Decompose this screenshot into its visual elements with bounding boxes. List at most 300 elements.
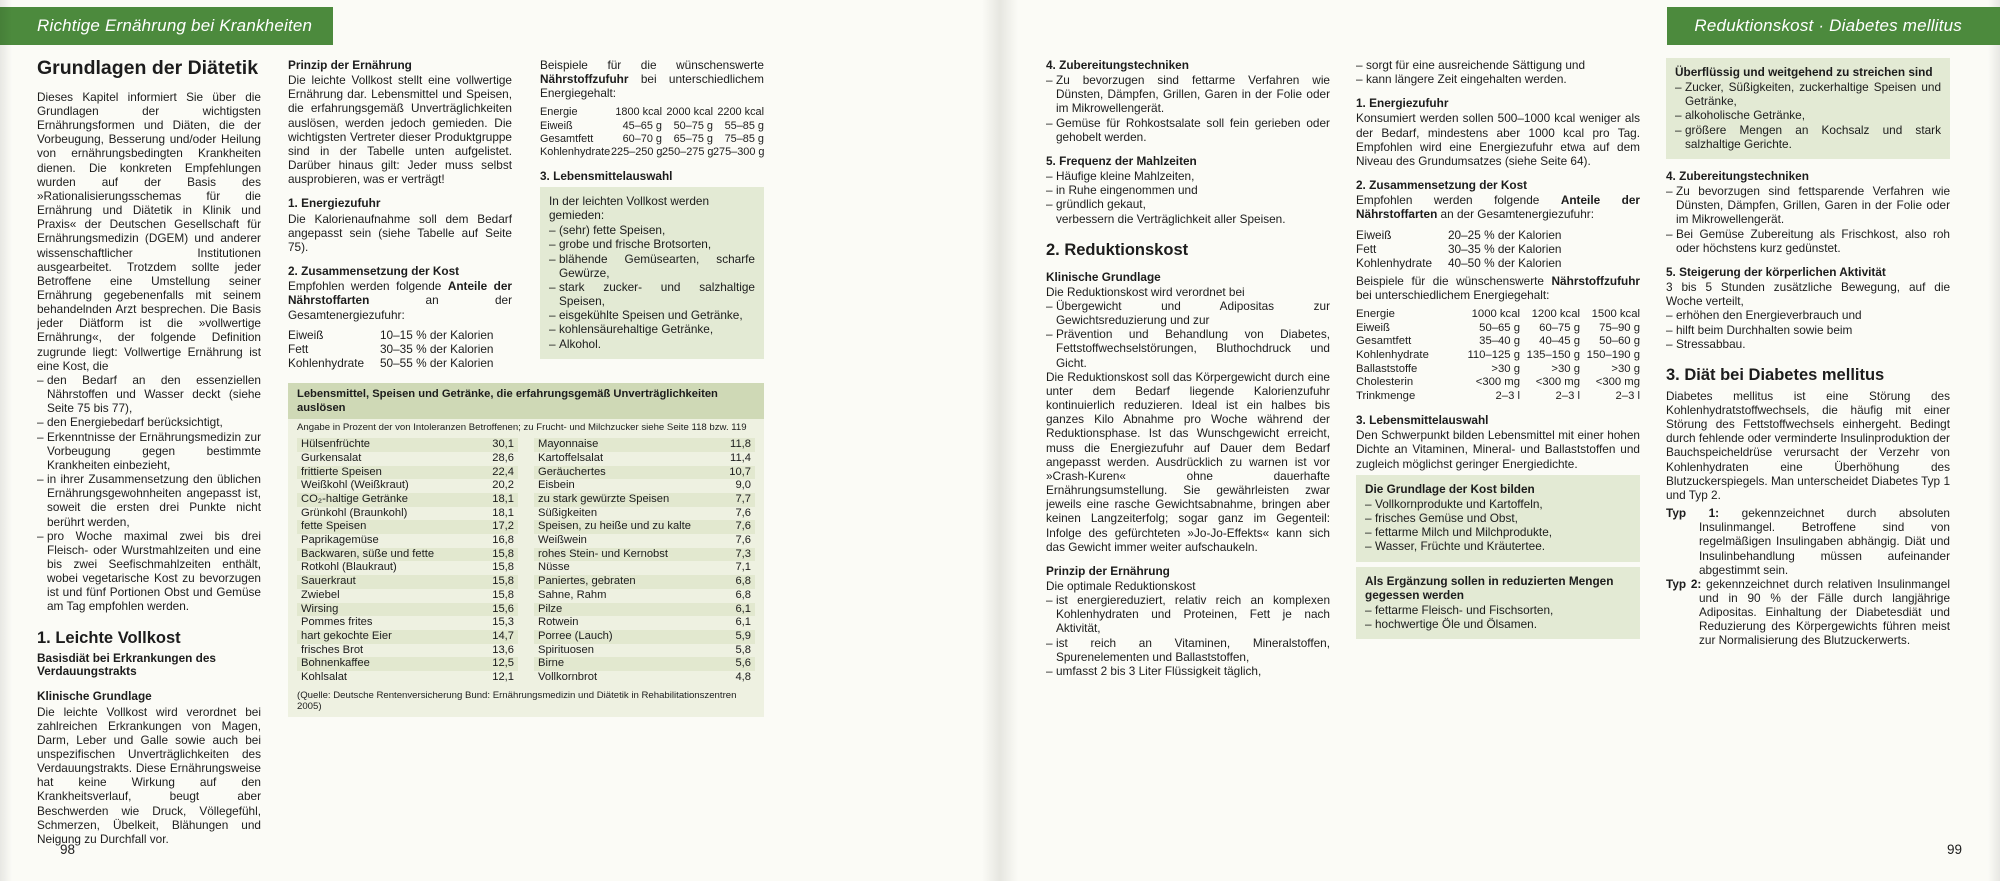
dash-marker: – [1046,593,1053,608]
list-item-text: sorgt für eine ausreichende Sättigung und [1366,58,1586,72]
right-column-2 [1356,58,1640,678]
table-cell: Gesamtfett [540,132,594,145]
table-row [534,589,755,603]
table-cell: 6,1 [735,616,751,629]
list-item-text: gründlich gekaut, [1056,197,1146,212]
table-row [288,342,512,356]
klinisch-lead: Die Reduktionskost wird verordnet bei [1046,284,1245,299]
table-cell: Kohlenhydrate [540,145,611,158]
table-cell: 5,6 [735,657,751,670]
table-row [534,575,755,589]
table-cell: Wirsing [301,602,339,615]
table-cell: 2–3 l [1555,389,1580,402]
table-cell: 40–45 g [1539,335,1580,348]
section-title-reduktionskost: 2. Reduktionskost [1046,240,1189,259]
table-cell: 11,8 [730,438,751,451]
box-title: Die Grundlage der Kost bilden [1365,481,1535,496]
table-cell: 30,1 [492,438,514,451]
table-cell: Speisen, zu heiße und zu kalte [538,520,691,533]
table-cell: 75–90 g [1599,321,1640,334]
table-cell: Eiweiß [1356,227,1392,242]
table-cell: Rotkohl (Blaukraut) [301,561,397,574]
list-item [549,308,755,322]
table-cell: 12,5 [492,657,514,670]
list-item-text: ist energiereduziert, relativ reich an komplexen Kohlenhydraten und Proteinen, Fett je nach Aktivität, [1056,593,1330,636]
left-page-right-area [288,58,764,846]
prinzip-list-continued [1356,58,1640,86]
paragraph: Konsumiert werden sollen 500–1000 kcal weniger als der Bedarf, mindestens aber 1000 kcal pro Tag. Empfohlen wird eine Energiezufuhr etwa auf dem Niveau des Grundumsatzes (siehe Seite 64). [1356,111,1640,168]
left-page-edge [0,0,12,881]
box-title: Überflüssig und weitgehend zu streichen sind [1675,65,1933,79]
table-row [534,644,755,658]
table-cell: 1800 kcal [615,106,662,119]
table-row [540,146,764,159]
table-row [534,507,755,521]
paragraph [540,58,764,100]
table-row [288,328,512,342]
intolerance-table [288,383,764,717]
list-item-text: Zucker, Süßigkeiten, zuckerhaltige Speisen und Getränke, [1685,80,1941,109]
table-cell: Trinkmenge [1356,389,1416,402]
table-cell: 7,6 [735,534,751,547]
table-cell: <300 mg [1595,376,1640,389]
table-cell: 6,8 [735,575,751,588]
left-column-1 [37,58,261,846]
list-item-text: fettarme Milch und Milchprodukte, [1375,525,1553,540]
list-item-text: kann längere Zeit eingehalten werden. [1366,72,1567,87]
dash-marker: – [1046,169,1053,184]
table-cell: fette Speisen [301,520,367,533]
table-cell: 40–50 % der Kalorien [1448,255,1562,270]
table-cell: Gesamtfett [1356,335,1412,348]
typ1-label: Typ 1: [1666,506,1720,521]
table-cell: Rotwein [538,616,579,629]
subhead-lebensmittelauswahl: 3. Lebensmittelauswahl [540,168,673,183]
table-row [297,589,518,603]
list-item [37,373,261,415]
dash-marker: – [1365,525,1372,540]
paragraph: Die Kalorienaufnahme soll dem Bedarf angepasst sein (siehe Tabelle auf Seite 75). [288,211,512,254]
list-item [1365,603,1631,617]
right-header-title: Reduktionskost · Diabetes mellitus [1694,16,1962,35]
list-item-text: Vollkornprodukte und Kartoffeln, [1375,496,1543,511]
table-cell: Mayonnaise [538,438,599,451]
dash-marker: – [1365,511,1372,526]
page-spine [982,0,1018,881]
table-cell: 7,7 [735,492,751,505]
dash-marker: – [1365,617,1372,632]
dash-marker: – [1365,539,1372,554]
list-item [37,529,261,614]
list-item-text: in Ruhe eingenommen und [1056,183,1198,198]
list-item [37,415,261,429]
table-cell: Paprikagemüse [301,534,379,547]
dash-marker: – [37,472,44,487]
list-item-text: ist reich an Vitaminen, Mineralstoffen, Spurenelementen und Ballaststoffen, [1056,635,1330,664]
right-page-edge [1988,0,2000,881]
list-item-text: Zu bevorzugen sind fettsparende Verfahren wie Dünsten, Dämpfen, Grillen, Garen in der Folie oder im Mikrowellengerät. [1676,184,1950,227]
table-row [297,507,518,521]
table-right-column [534,438,755,685]
aktivitaet-lead: 3 bis 5 Stunden zusätzliche Bewegung, auf die Woche verteilt, [1666,280,1950,309]
table-cell: 60–75 g [1539,321,1580,334]
table-cell: 7,3 [735,547,751,560]
table-cell: >30 g [1551,362,1580,375]
dash-marker: – [549,336,556,351]
list-item [549,223,755,237]
subhead-energiezufuhr: 1. Energiezufuhr [288,196,381,211]
table-cell: Sahne, Rahm [538,588,607,601]
table-cell: 55–85 g [724,119,764,132]
table-cell: 14,7 [492,629,514,642]
dash-marker: – [1046,197,1053,212]
table-cell: 1000 kcal [1471,308,1520,321]
table-cell: Backwaren, süße und fette [301,547,435,560]
list-item [1666,184,1950,226]
table-cell: Birne [538,657,565,670]
list-item [1356,58,1640,72]
left-header-bar [0,7,333,45]
text-run-bold: Nährstoffzufuhr [1551,274,1640,289]
list-item-text: umfasst 2 bis 3 Liter Flüssigkeit täglich, [1056,663,1262,678]
table-cell: Ballaststoffe [1356,362,1418,375]
table-row [1356,308,1640,322]
list-item [1046,636,1330,664]
text-run: an der Gesamtenergiezufuhr: [1437,207,1595,222]
list-item-text: Häufige kleine Mahlzeiten, [1056,169,1195,184]
list-item [1666,308,1950,322]
grundlage-box [1356,475,1640,562]
gemieden-box [540,187,764,359]
paragraph: Die leichte Vollkost wird verordnet bei zahlreichen Erkrankungen von Magen, Darm, Leber und Galle sowie auch bei unspezifischen Unverträglichkeiten des Verdauungstrakts. Diese Ernährungsweise hat keine Wirkung auf den Krankheitsverlauf, beugt aber Beschwerden wie Druck, Völlegefühl, Schmerzen, Übelkeit, Blähungen und Neigung zu Durchfall vor. [37,704,261,846]
table-row [297,479,518,493]
table-cell: Kohlenhydrate [1356,255,1433,270]
table-cell: Grünkohl (Braunkohl) [301,506,408,519]
table-cell: 10–15 % der Kalorien [380,327,494,342]
table-cell: <300 mg [1475,376,1520,389]
right-header-bar [1667,7,2000,45]
list-item-text: den Bedarf an den essenziellen Nährstoffen und Wasser deckt (siehe Seite 75 bis 77), [47,372,261,416]
list-item [37,472,261,529]
list-item-text: frisches Gemüse und Obst, [1375,511,1518,526]
section-title-diabetes: 3. Diät bei Diabetes mellitus [1666,365,1885,384]
list-item-text: in ihrer Zusammensetzung den üblichen Ernährungsgewohnheiten angepasst ist, soweit die ersten drei Punkte nicht berührt werden, [47,472,261,529]
table-cell: 7,6 [735,506,751,519]
dash-marker: – [1365,602,1372,617]
table-cell: 150–190 g [1586,348,1640,361]
table-cell: Gurkensalat [301,451,362,464]
list-item-text: pro Woche maximal zwei bis drei Fleisch- oder Wurstmahlzeiten und eine bis zwei Seefischmahlzeiten enthält, wobei vegetarische Kost zu bevorzugen ist und fünf Portionen Obst und Gemüse am Tag empfohlen werden. [47,528,261,614]
list-item-text: Bei Gemüse Zubereitung als Frischkost, also roh oder höchstens kurz gedünstet. [1676,226,1950,255]
left-page-content [37,58,764,846]
ueberfluessig-box [1666,58,1950,159]
paragraph: Diabetes mellitus ist eine Störung des Kohlenhydratstoffwechsels, die häufig mit einer Störung des Fettstoffwechsels einhergeht. Bedingt durch fehlende oder verminderte Insulinproduktion der Bauchspeicheldrüse verursacht der Verzehr von Kohlenhydraten eine Überhöhung des Blutzuckerspiegels. Man unterscheidet Diabetes Typ 1 und Typ 2. [1666,388,1950,502]
paragraph [288,279,512,321]
dash-marker: – [1356,72,1363,87]
table-row [534,438,755,452]
table-row [297,671,518,685]
table-row [297,575,518,589]
right-column-1 [1046,58,1330,678]
subhead-aktivitaet: 5. Steigerung der körperlichen Aktivität [1666,264,1886,279]
dash-marker: – [1675,108,1682,123]
list-item [1046,116,1330,144]
table-row [297,548,518,562]
table-row [297,616,518,630]
table-cell: Energie [1356,308,1395,321]
table-row [1356,376,1640,390]
table-subtitle: Angabe in Prozent der von Intoleranzen Betroffenen; zu Frucht- und Milchzucker siehe Seite 118 bzw. 119 [297,422,747,434]
typ2-label: Typ 2: [1666,576,1702,591]
text-run: Beispiele für die wünschenswerte [1356,274,1552,289]
list-item-text: alkoholische Getränke, [1685,108,1806,123]
text-run-bold: Nährstoffzufuhr [540,72,629,87]
text-run: an der Gesamtenergiezufuhr: [288,293,512,322]
table-cell: 28,6 [492,451,514,464]
table-row [540,106,764,119]
dash-marker: – [549,279,556,294]
paragraph [1356,193,1640,221]
table-cell: 18,1 [492,492,514,505]
chapter-title: Grundlagen der Diätetik [37,58,259,79]
table-body [288,437,764,687]
list-item-text: (sehr) fette Speisen, [559,223,666,238]
table-cell: CO₂-haltige Getränke [301,492,408,505]
table-cell: Kohlenhydrate [288,355,365,370]
table-cell: 22,4 [492,465,514,478]
list-item-text: fettarme Fleisch- und Fischsorten, [1375,602,1554,617]
table-cell: Paniertes, gebraten [538,575,636,588]
subhead-energiezufuhr: 1. Energiezufuhr [1356,96,1449,111]
table-cell: 4,8 [735,671,751,684]
table-row [1356,322,1640,336]
table-cell: 1500 kcal [1591,308,1640,321]
typ2-paragraph [1666,577,1950,648]
paragraph [1356,274,1640,302]
dash-marker: – [549,251,556,266]
table-cell: 18,1 [492,506,514,519]
table-cell: 20–25 % der Kalorien [1448,227,1562,242]
table-cell: Weißwein [538,534,587,547]
text-run: Beispiele für die wünschenswerte [540,58,764,72]
dash-marker: – [1666,322,1673,337]
list-item [549,337,755,351]
naehrstoffzufuhr-table [1356,308,1640,403]
text-run: bei unterschiedlichem Energiegehalt: [1356,288,1550,303]
prinzip-lead: Die optimale Reduktionskost [1046,578,1196,593]
table-row [1356,242,1640,256]
table-cell: 65–75 g [673,132,713,145]
table-cell: Kartoffelsalat [538,451,604,464]
table-cell: 15,8 [492,561,514,574]
aktivitaet-list [1666,308,1950,350]
table-cell: Bohnenkaffee [301,657,370,670]
ergaenzung-box [1356,567,1640,640]
text-run: Empfohlen werden folgende [1356,193,1561,208]
box-lead: In der leichten Vollkost werden gemieden: [549,193,710,223]
table-row [297,657,518,671]
zubereitung-list [1046,73,1330,144]
table-row [297,493,518,507]
left-header-title: Richtige Ernährung bei Krankheiten [37,16,313,35]
dash-marker: – [1046,115,1053,130]
list-item-text: grobe und frische Brotsorten, [559,237,712,252]
table-cell: zu stark gewürzte Speisen [538,492,670,505]
dash-marker: – [549,322,556,337]
page-number-left: 98 [60,842,76,857]
list-item [1356,72,1640,86]
table-cell: 30–35 % der Kalorien [1448,241,1562,256]
text-run: Empfohlen werden folgende [288,279,448,294]
dash-marker: – [1675,122,1682,137]
list-item [549,252,755,280]
dash-marker: – [1666,226,1673,241]
typ2-text: gekennzeichnet durch relativen Insulinmangel und in 90 % der Fälle durch langjährige Adipositas. Einhaltung der Diabetesdiät und Reduzierung des Körpergewichts führen meist zur Normalisierung des Blutzuckerwerts. [1699,576,1950,648]
table-cell: 60–70 g [622,132,662,145]
table-cell: Eiweiß [540,119,573,132]
table-cell: Kohlenhydrate [1356,348,1429,361]
subhead-klinische-grundlage: Klinische Grundlage [37,689,152,704]
subhead-lebensmittelauswahl: 3. Lebensmittelauswahl [1356,413,1489,428]
table-cell: 5,9 [735,629,751,642]
typ1-text: gekennzeichnet durch absoluten Insulinmangel. Betroffene sind von regelmäßigen Insulingaben abhängig. Diät und Insulinbehandlung müssen aufeinander abgestimmt sein. [1699,506,1950,577]
subhead-zusammensetzung: 2. Zusammensetzung der Kost [1356,178,1528,193]
table-cell: 13,6 [492,643,514,656]
table-cell: 20,2 [492,479,514,492]
table-row [297,452,518,466]
dash-marker: – [1046,635,1053,650]
subhead-zubereitung: 4. Zubereitungstechniken [1666,168,1809,183]
table-cell: Spirituosen [538,643,594,656]
table-title: Lebensmittel, Speisen und Getränke, die erfahrungsgemäß Unverträglichkeiten auslösen [288,383,764,419]
zubereitung-list [1666,184,1950,255]
intro-bullet-list [37,373,261,614]
ueberfluessig-list [1675,80,1941,151]
table-cell: 10,7 [729,465,751,478]
table-row [1356,256,1640,270]
list-item-text: Wasser, Früchte und Kräutertee. [1375,539,1546,554]
table-cell: 2–3 l [1615,389,1640,402]
anteile-table [288,328,512,370]
section-title-vollkost: 1. Leichte Vollkost [37,628,181,647]
table-cell: Vollkornbrot [538,671,598,684]
table-cell: 110–125 g [1467,348,1520,361]
dash-marker: – [37,429,44,444]
list-item-text: Prävention und Behandlung von Diabetes, Fettstoffwechselstörungen, Bluthochdruck und Gicht. [1056,327,1330,370]
table-cell: 1200 kcal [1531,308,1580,321]
table-row [1356,349,1640,363]
table-cell: 15,8 [492,547,514,560]
paragraph: Den Schwerpunkt bilden Lebensmittel mit einer hohen Dichte an Vitaminen, Mineral- und Ballaststoffen und zugleich möglichst geringer Energiedichte. [1356,428,1640,471]
list-item-text: den Energiebedarf berücksichtigt, [47,415,223,430]
subhead-frequenz: 5. Frequenz der Mahlzeiten [1046,153,1197,168]
table-cell: Sauerkraut [301,575,356,588]
table-cell: frisches Brot [301,643,364,656]
list-item-text: Erkenntnisse der Ernährungsmedizin zur Vorbeugung gegen bestimmte Krankheiten einbezieht, [47,429,261,472]
naehrstoffzufuhr-table [540,106,764,158]
table-cell: <300 mg [1535,376,1580,389]
subhead-zusammensetzung: 2. Zusammensetzung der Kost [288,264,460,279]
table-cell: 9,0 [735,479,751,492]
dash-marker: – [1666,336,1673,351]
table-cell: Nüsse [538,561,570,574]
anteile-table [1356,228,1640,270]
list-item [549,280,755,308]
table-cell: 15,3 [492,616,514,629]
table-cell: 7,1 [735,561,751,574]
list-item-text: Alkohol. [559,336,601,351]
list-item-text: größere Mengen an Kochsalz und stark salzhaltige Gerichte. [1685,122,1941,151]
table-row [534,603,755,617]
table-cell: 50–75 g [673,119,713,132]
list-item-text: Stressabbau. [1676,336,1746,351]
list-item [549,322,755,336]
list-item-text: eisgekühlte Speisen und Getränke, [559,308,743,323]
subhead-zubereitung: 4. Zubereitungstechniken [1046,58,1189,72]
dash-marker: – [37,415,44,430]
table-row [534,561,755,575]
dash-marker: – [549,237,556,252]
dash-marker: – [1046,327,1053,342]
table-row [288,356,512,370]
list-item [1666,337,1950,351]
box-title: Als Ergänzung sollen in reduzierten Mengen gegessen werden [1365,573,1614,602]
ergaenzung-list [1365,603,1631,631]
table-cell: 45–65 g [622,119,662,132]
table-row [534,616,755,630]
table-cell: 50–60 g [1599,335,1640,348]
list-item-text: erhöhen den Energieverbrauch und [1676,308,1862,323]
dash-marker: – [549,308,556,323]
table-cell: 15,8 [492,575,514,588]
table-row [534,548,755,562]
dash-marker: – [1666,184,1673,199]
table-cell: >30 g [1611,362,1640,375]
table-left-column [297,438,518,685]
list-item [37,430,261,472]
table-cell: Cholesterin [1356,376,1414,389]
dash-marker: – [1046,299,1053,313]
list-item-text: stark zucker- und salzhaltige Speisen, [559,279,755,309]
frequenz-list [1046,169,1330,211]
table-row [297,630,518,644]
table-row [1356,390,1640,404]
dash-marker: – [1675,80,1682,95]
list-item [1365,497,1631,511]
table-cell: Porree (Lauch) [538,629,613,642]
table-cell: 15,6 [492,602,514,615]
table-cell: Pilze [538,602,563,615]
table-cell: Fett [288,341,309,356]
list-item [1046,327,1330,369]
intro-paragraph: Dieses Kapitel informiert Sie über die Grundlagen der wichtigsten Ernährungsformen und Diäten, die der Vorbeugung, Besserung und/oder Heilung von ernährungsbedingten Krankheiten dienen. Die konkreten Empfehlungen wurden auf der Basis des »Rationalisierungsschemas für die Ernährung und Diätetik in Klinik und Praxis« der Deutschen Gesellschaft für Ernährungsmedizin (DGEM) und anderer wissenschaftlicher Institutionen ausgearbeitet. Trotzdem sollte jeder Betroffene eine Umstellung seiner Ernährung gegebenenfalls mit seinem behandelnden Arzt besprechen. Die Basis jeder Diätform ist die »vollwertige Ernährung«, der folgende Definition zugrunde liegt: Vollwertige Ernährung ist eine Kost, die [37,89,261,373]
list-item-text: hilft beim Durchhalten sowie beim [1676,322,1853,337]
list-item [1046,299,1330,327]
paragraph: Die leichte Vollkost stellt eine vollwertige Ernährung dar. Lebensmittel und Speisen, die erfahrungsgemäß Unverträglichkeiten auslösen, werden jedoch gemieden. Die wichtigsten Vertreter dieser Produktgruppe sind in der Tabelle unten aufgelistet. Darüber hinaus gilt: Jeder muss selbst ausprobieren, was er verträgt! [288,73,512,187]
text-run: bei unterschiedlichem Energiegehalt: [540,72,764,101]
list-item-text: hochwertige Öle und Ölsamen. [1375,617,1537,632]
table-cell: 250–275 g [662,145,714,158]
table-cell: Hülsenfrüchte [301,438,371,451]
table-row [297,438,518,452]
grundlage-list [1365,497,1631,554]
table-cell: Energie [540,106,578,119]
table-cell: Weißkohl (Weißkraut) [301,479,409,492]
list-item [1046,197,1330,211]
subhead-prinzip: Prinzip der Ernährung [288,58,412,72]
list-item-text: Gemüse für Rohkostsalate soll fein gerieben oder gehobelt werden. [1056,115,1330,144]
dash-marker: – [1365,496,1372,511]
